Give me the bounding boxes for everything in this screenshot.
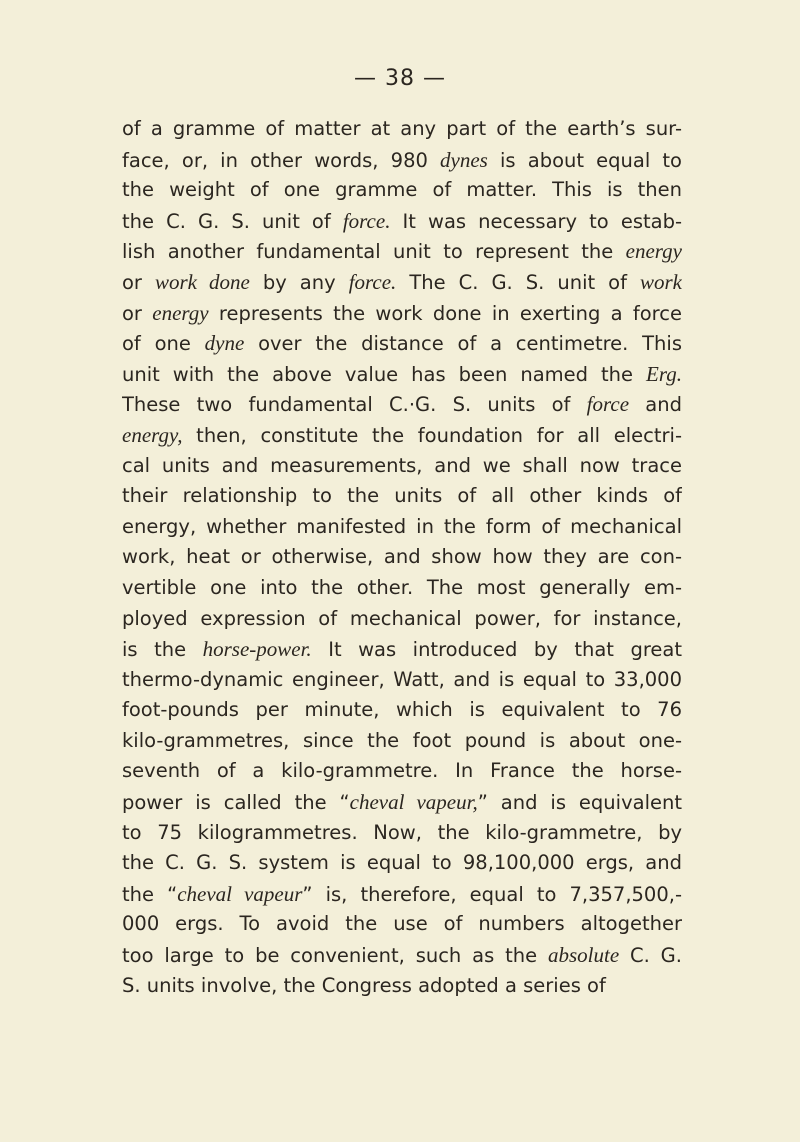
text-segment: ” is, therefore, equal to 7,357,500,- [302,882,682,906]
italic-term: dyne [204,331,245,356]
text-segment: seventh of a kilo-grammetre. In France the horse- [122,759,682,783]
italic-term: cheval vapeur [177,881,303,906]
text-line [122,940,682,971]
italic-term: work [639,269,682,294]
text-line [122,787,682,818]
text-segment: kilo-grammetres, since the foot pound is about one- [122,728,682,752]
text-line [122,818,682,849]
text-segment: too large to be convenient, such as the [122,944,548,968]
italic-term: Erg. [646,361,682,386]
text-segment: unit with the above value has been named the [122,362,647,386]
italic-term: horse-power. [202,637,312,662]
italic-term: energy, [122,422,183,447]
body-text [122,114,682,1001]
text-line [122,695,682,726]
text-segment: the “ [122,882,178,906]
text-line [122,604,682,635]
italic-term: force. [348,269,397,294]
text-segment: the weight of one gramme of matter. This is then [122,178,682,202]
text-line [122,359,682,390]
text-segment: C. G. [619,944,682,968]
text-segment: to 75 kilogrammetres. Now, the kilo-grammetre, by [122,820,682,844]
text-segment: energy, whether manifested in the form of mechanical [122,514,682,538]
text-line [122,145,682,176]
text-line [122,756,682,787]
text-line [122,848,682,879]
text-segment: is the [122,638,203,662]
text-segment: thermo-dynamic engineer, Watt, and is equal to 33,000 [122,667,682,691]
italic-term: force [586,392,630,417]
text-line [122,542,682,573]
text-line [122,175,682,206]
text-line [122,114,682,145]
text-line [122,665,682,696]
text-line [122,328,682,359]
text-segment: by any [249,270,349,294]
text-line [122,971,682,1002]
text-segment: cal units and measurements, and we shall now trace [122,453,682,477]
italic-term: work done [154,269,250,294]
text-segment: The C. G. S. unit of [396,270,640,294]
text-segment: the C. G. S. system is equal to 98,100,000 ergs, and [122,851,682,875]
text-line [122,481,682,512]
text-segment: the C. G. S. unit of [122,209,343,233]
text-segment: vertible one into the other. The most generally em- [122,575,682,599]
text-line [122,236,682,267]
text-segment: power is called the “ [122,791,350,815]
text-segment: ” and is equivalent [477,791,682,815]
italic-term: dynes [440,147,488,172]
text-segment: of a gramme of matter at any part of the earth’s sur- [122,117,682,140]
text-line [122,267,682,298]
text-line [122,879,682,910]
text-segment: and [629,393,682,417]
text-segment: then, constitute the foundation for all electri- [182,423,682,447]
text-line [122,298,682,329]
text-line [122,451,682,482]
text-segment: over the distance of a centimetre. This [244,332,682,356]
text-segment: foot-pounds per minute, which is equivalent to 76 [122,698,682,722]
text-segment: 000 ergs. To avoid the use of numbers altogether [122,912,682,936]
text-segment: represents the work done in exerting a force [208,301,682,325]
italic-term: force. [342,208,391,233]
text-segment: S. units involve, the Congress adopted a series of [122,973,606,997]
text-segment: ployed expression of mechanical power, for instance, [122,606,682,630]
text-segment: or [122,270,155,294]
text-segment: These two fundamental C.·G. S. units of [122,393,587,417]
text-line [122,420,682,451]
text-line [122,726,682,757]
text-segment: lish another fundamental unit to represent the [122,240,626,264]
text-segment: work, heat or otherwise, and show how they are con- [122,545,682,569]
text-line [122,512,682,543]
text-line [122,389,682,420]
text-segment: or [122,301,153,325]
italic-term: absolute [547,943,620,968]
italic-term: cheval vapeur, [349,790,478,815]
text-line [122,909,682,940]
text-segment: their relationship to the units of all other kinds of [122,484,682,508]
text-segment: is about equal to [487,148,682,172]
text-segment: It was necessary to estab- [390,209,682,233]
text-segment: It was introduced by that great [311,638,682,662]
italic-term: energy [152,300,209,325]
italic-term: energy [625,239,682,264]
text-line [122,634,682,665]
page-number: — 38 — [354,66,446,91]
text-line [122,206,682,237]
text-line [122,573,682,604]
text-segment: of one [122,332,205,356]
text-segment: face, or, in other words, 980 [122,148,441,172]
